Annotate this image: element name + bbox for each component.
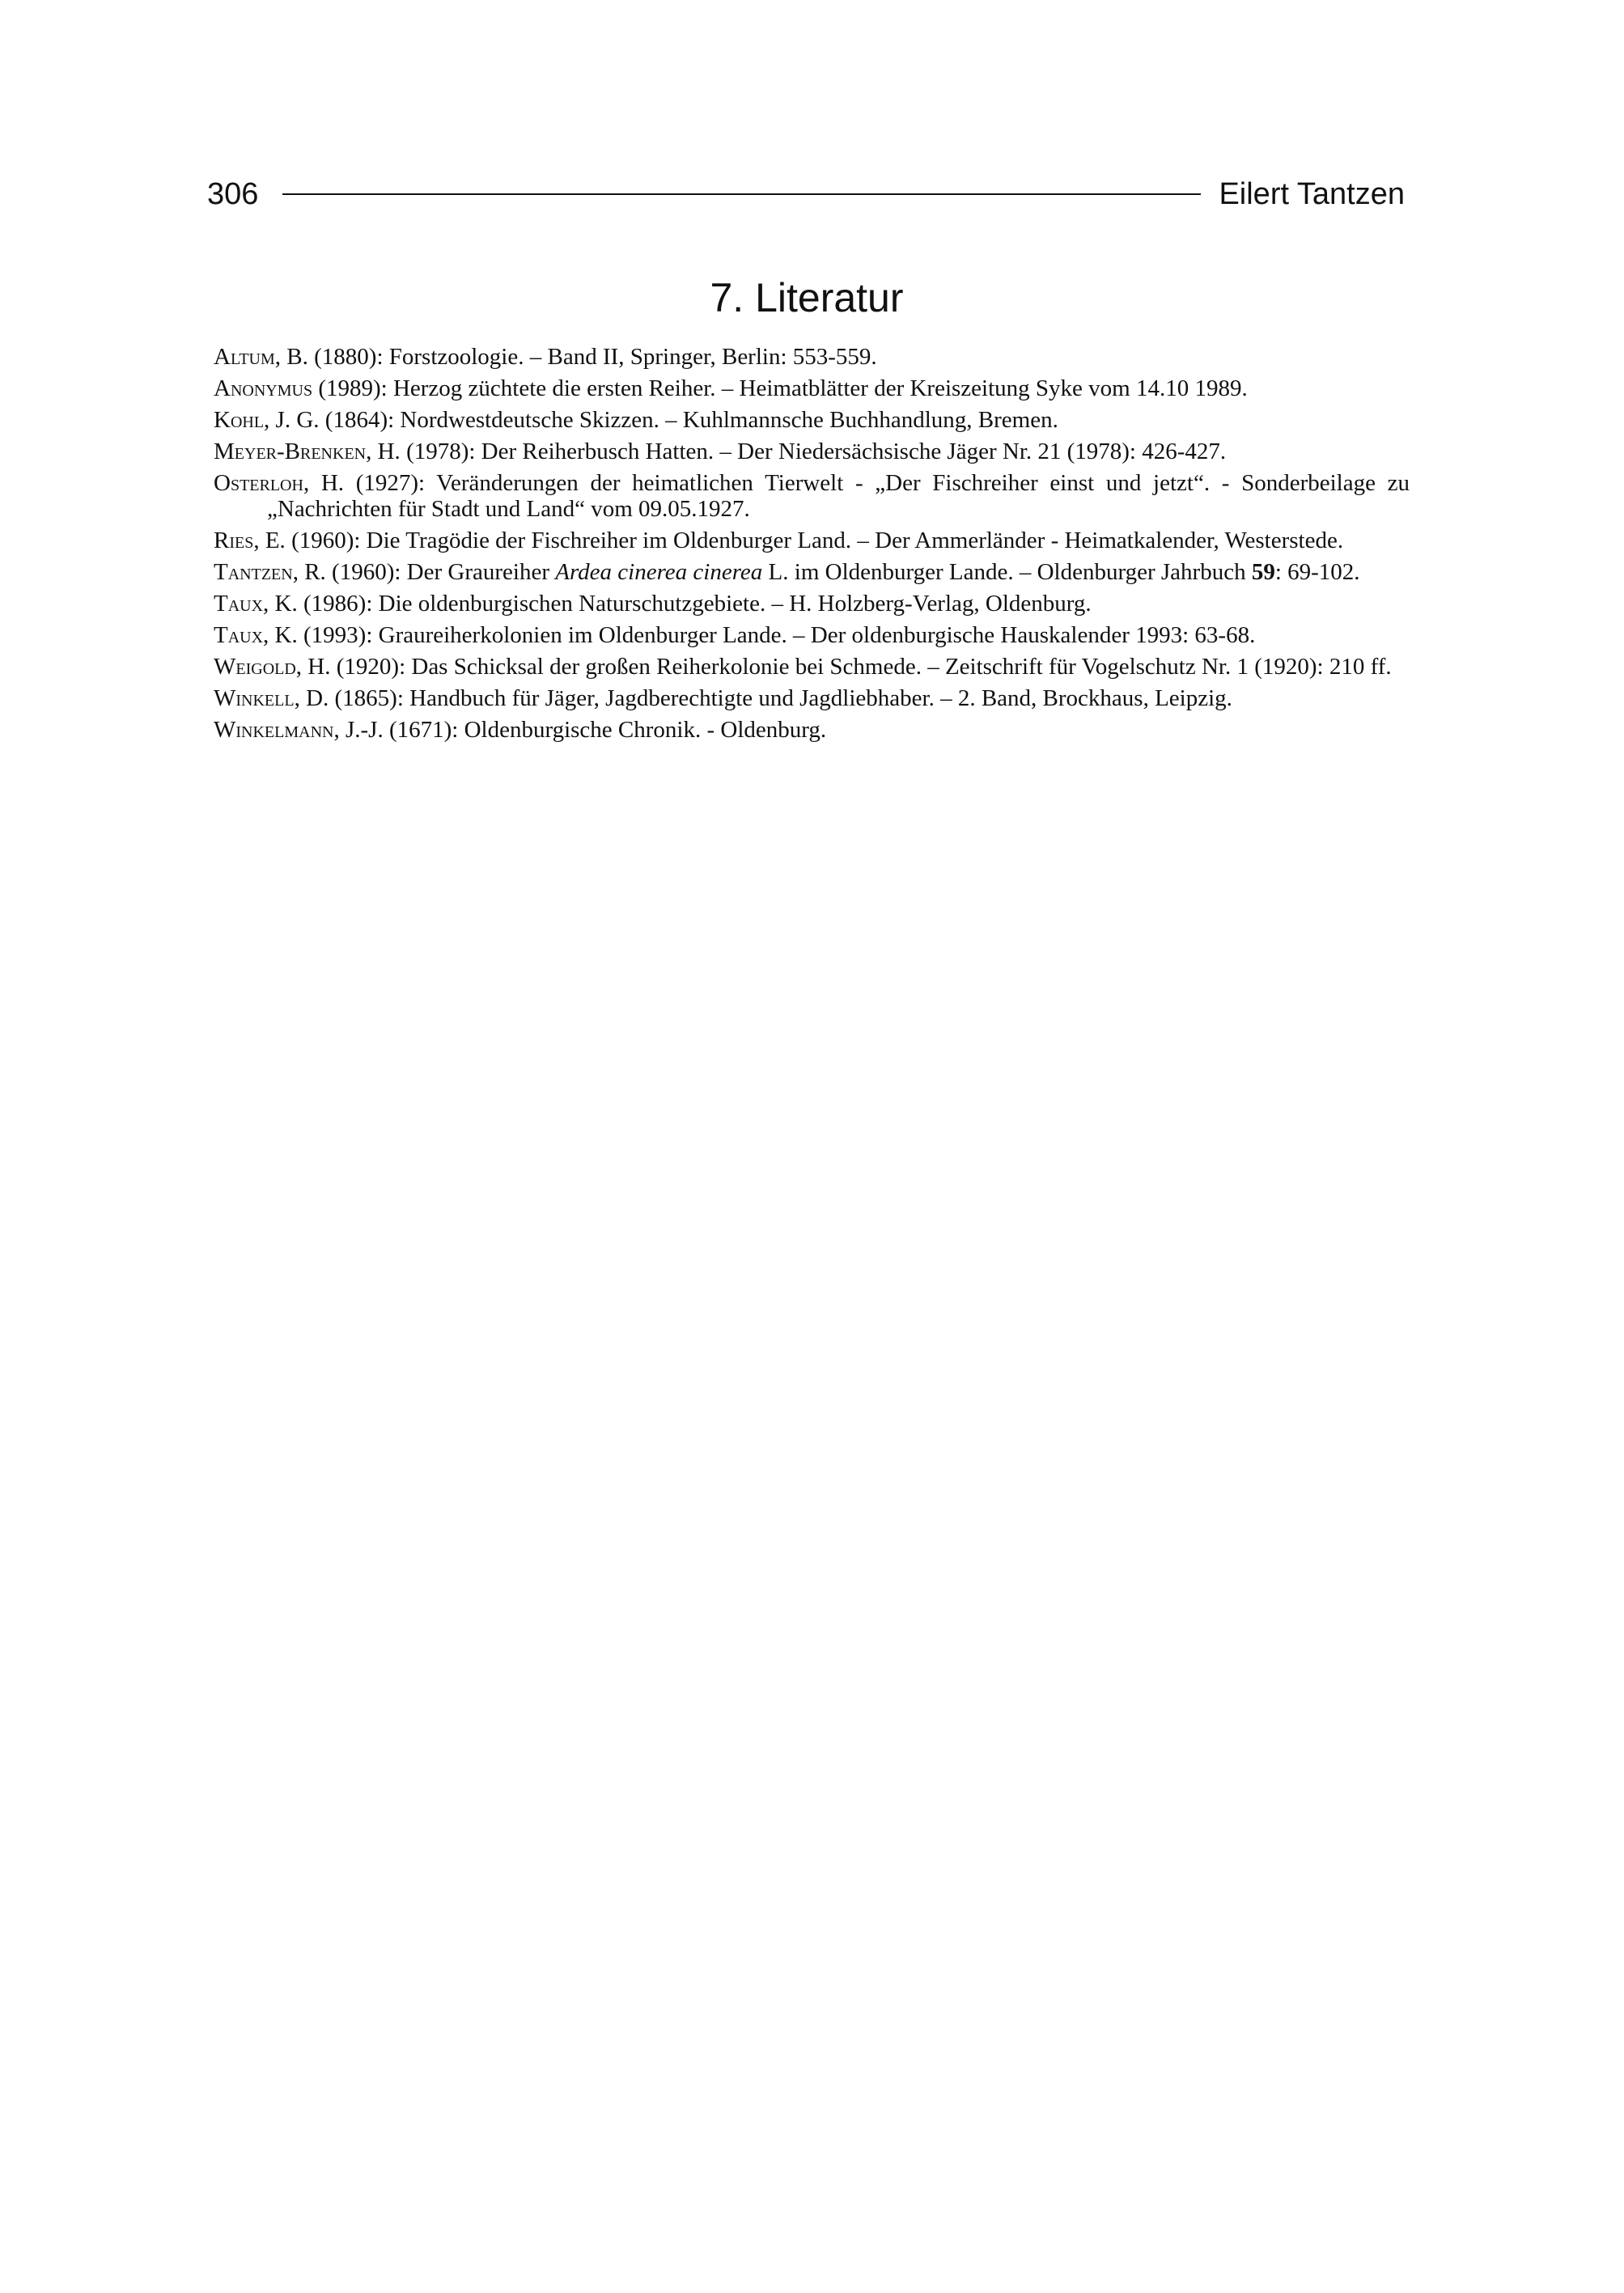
reference-item	[214, 407, 1410, 433]
reference-text: (1986): Die oldenburgischen Naturschutzgebiete. – H. Holzberg-Verlag, Oldenburg.	[297, 591, 1092, 617]
reference-item	[214, 439, 1410, 464]
page-number: 306	[207, 177, 259, 211]
reference-item	[214, 654, 1410, 680]
reference-author: Weigold, H.	[214, 654, 331, 680]
reference-text: (1960): Der Graureiher	[325, 559, 556, 585]
reference-text: (1864): Nordwestdeutsche Skizzen. – Kuhlmannsche Buchhandlung, Bremen.	[319, 407, 1058, 433]
section-title: 7. Literatur	[710, 275, 904, 320]
reference-author: Tantzen, R.	[214, 559, 326, 585]
reference-item	[214, 528, 1410, 553]
reference-author: Meyer-Brenken, H.	[214, 439, 401, 464]
reference-author: Altum, B.	[214, 344, 308, 370]
reference-author: Winkell, D.	[214, 685, 329, 711]
reference-item	[214, 717, 1410, 743]
reference-text: (1920): Das Schicksal der großen Reiherkolonie bei Schmede. – Zeitschrift für Vogelschutz Nr. 1 (1920): 210 ff.	[330, 654, 1392, 680]
reference-author: Taux, K.	[214, 622, 298, 648]
reference-item	[214, 470, 1410, 522]
reference-text: (1960): Die Tragödie der Fischreiher im Oldenburger Land. – Der Ammerländer - Heimatkalender, Westerstede.	[285, 528, 1344, 553]
reference-text: (1978): Der Reiherbusch Hatten. – Der Niedersächsische Jäger Nr. 21 (1978): 426-427.	[400, 439, 1227, 464]
reference-author: Ries, E.	[214, 528, 286, 553]
reference-text: : 69-102.	[1274, 559, 1360, 585]
reference-text: L. im Oldenburger Lande. – Oldenburger Jahrbuch	[762, 559, 1252, 585]
reference-text: (1865): Handbuch für Jäger, Jagdberechtigte und Jagdliebhaber. – 2. Band, Brockhaus, Leipzig.	[329, 685, 1232, 711]
header-rule	[282, 193, 1201, 195]
reference-item	[214, 559, 1410, 585]
reference-text: (1989): Herzog züchtete die ersten Reiher. – Heimatblätter der Kreiszeitung Syke vom 14.10 1989.	[312, 375, 1248, 401]
reference-item	[214, 622, 1410, 648]
reference-author: Taux, K.	[214, 591, 298, 617]
volume-number: 59	[1251, 559, 1275, 585]
reference-author: Winkelmann, J.-J.	[214, 717, 384, 743]
reference-text: (1927): Veränderungen der heimatlichen Tierwelt - „Der Fischreiher einst und jetzt“. - Sonderbeilage zu „Nachrichten für Stadt und Land“ vom 09.05.1927.	[267, 470, 1410, 522]
reference-item	[214, 375, 1410, 401]
reference-author: Anonymus	[214, 375, 313, 401]
reference-author: Osterloh, H.	[214, 470, 345, 496]
reference-item	[214, 685, 1410, 711]
reference-author: Kohl, J. G.	[214, 407, 320, 433]
reference-item	[214, 344, 1410, 370]
running-author: Eilert Tantzen	[1219, 177, 1405, 211]
species-name: Ardea cinerea cinerea	[555, 559, 763, 585]
reference-text: (1671): Oldenburgische Chronik. - Oldenburg.	[383, 717, 827, 743]
reference-list	[214, 344, 1410, 748]
reference-text: (1880): Forstzoologie. – Band II, Springer, Berlin: 553-559.	[307, 344, 877, 370]
reference-text: (1993): Graureiherkolonien im Oldenburger Lande. – Der oldenburgische Hauskalender 1993: 63-68.	[297, 622, 1256, 648]
reference-item	[214, 591, 1410, 617]
running-head	[207, 172, 1405, 217]
